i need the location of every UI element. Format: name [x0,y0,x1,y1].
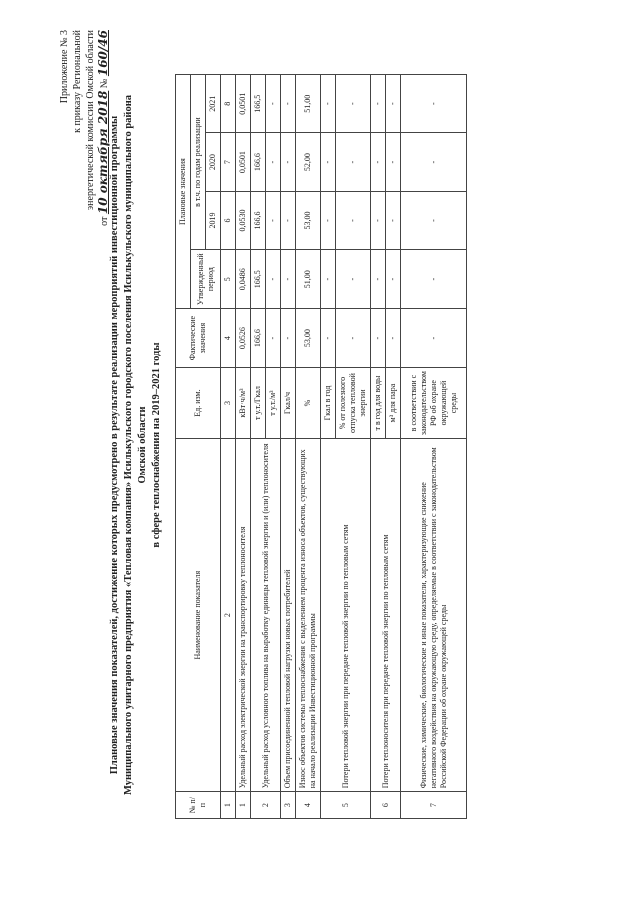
unit-cell: % от полезного отпуска тепловой энергии [336,368,371,439]
value-2019: - [281,191,296,249]
header-year-2021: 2021 [206,75,221,133]
indicators-table [175,74,467,819]
table-row [296,75,321,819]
header-planned-sub: в т.ч. по годам реализации [191,75,206,250]
approved-value: - [281,250,296,309]
header-year-2020: 2020 [206,133,221,191]
value-2021: - [386,75,401,133]
actual-value: - [371,309,386,368]
value-2021: 0,0501 [236,75,251,133]
value-2021: - [336,75,371,133]
table-row [401,75,467,819]
value-2020: - [371,133,386,191]
actual-value: - [336,309,371,368]
value-2019: - [266,191,281,249]
index-cell: 3 [221,368,236,439]
header-num: № п/п [176,792,221,819]
unit-cell: Гкал в год [321,368,336,439]
index-cell: 2 [221,439,236,792]
actual-value: 0,0526 [236,309,251,368]
approved-value: 51,00 [296,250,321,309]
value-2019: - [336,191,371,249]
row-number: 1 [236,792,251,819]
indicator-name: Износ объектов системы теплоснабжения с выделением процента износа объектов, существующих на начало реализации Инвестиционной программы [296,439,321,792]
value-2020: 0,0501 [236,133,251,191]
row-number: 2 [251,792,281,819]
index-cell: 4 [221,309,236,368]
table-row [321,75,336,819]
unit-cell: кВт·ч/м³ [236,368,251,439]
value-2021: - [321,75,336,133]
handwritten-date: 10 октября 2018 [96,90,110,215]
unit-cell: т в год для воды [371,368,386,439]
approved-value: - [371,250,386,309]
document-title [108,85,164,805]
actual-value: 53,00 [296,309,321,368]
title-line-2: Муниципального унитарного предприятия «Тепловая компания» Исилькульского городского поселения Исилькульского муниципального района Омской области [123,94,148,796]
actual-value: - [266,309,281,368]
actual-value: - [386,309,401,368]
handwritten-number: 160/46 [96,30,110,77]
value-2020: - [266,133,281,191]
value-2019: - [401,191,467,249]
value-2020: - [386,133,401,191]
actual-value: - [321,309,336,368]
unit-cell: % [296,368,321,439]
row-number: 6 [371,792,401,819]
indicator-name: Потери тепловой энергии при передаче тепловой энергии по тепловым сетям [321,439,371,792]
unit-cell: м³ для пара [386,368,401,439]
unit-cell: в соответствии с законодательством РФ об охране окружающей среды [401,368,467,439]
unit-cell: т у.т./Гкал [251,368,266,439]
value-2019: 53,00 [296,191,321,249]
title-line-1: Плановые значения показателей, достижение которых предусмотрено в результате реализации мероприятий инвестиционной программы [109,115,120,775]
header-row [176,75,191,819]
value-2020: - [281,133,296,191]
header-approved: Утвержденный период [191,250,221,309]
value-2020: 166,6 [251,133,266,191]
index-cell: 7 [221,133,236,191]
value-2020: 52,00 [296,133,321,191]
row-number: 7 [401,792,467,819]
value-2019: - [371,191,386,249]
actual-value: 166,6 [251,309,266,368]
table-row [281,75,296,819]
header-name: Наименование показателя [176,439,221,792]
value-2020: - [401,133,467,191]
table-row [236,75,251,819]
row-number: 3 [281,792,296,819]
header-planned: Плановые значения [176,75,191,309]
value-2019: 0,0530 [236,191,251,249]
table-row [251,75,266,819]
appendix-block [58,30,111,290]
index-cell: 8 [221,75,236,133]
value-2021: - [281,75,296,133]
index-cell: 1 [221,792,236,819]
value-2021: - [266,75,281,133]
value-2021: - [371,75,386,133]
indicator-name: Объем присоединенной тепловой нагрузки новых потребителей [281,439,296,792]
appendix-line-1: Приложение № 3 [59,30,70,104]
number-label: № [99,78,110,89]
approved-value: 0,0486 [236,250,251,309]
value-2019: 166,6 [251,191,266,249]
date-prefix: от [99,216,110,226]
indicator-name: Потери теплоносителя при передаче тепловой энергии по тепловым сетям [371,439,401,792]
approved-value: - [266,250,281,309]
header-year-2019: 2019 [206,191,221,249]
value-2019: - [386,191,401,249]
appendix-line-2: к приказу Региональной [72,30,83,133]
value-2020: - [321,133,336,191]
index-cell: 6 [221,191,236,249]
value-2021: - [401,75,467,133]
value-2021: 166,5 [251,75,266,133]
index-cell: 5 [221,250,236,309]
header-actual: Фактические значения [176,309,221,368]
unit-cell: Гкал/ч [281,368,296,439]
column-index-row [221,75,236,819]
approved-value: - [401,250,467,309]
indicator-name: Удельный расход условного топлива на выработку единицы тепловой энергии и (или) теплоносителя [251,439,281,792]
value-2021: 51,00 [296,75,321,133]
approved-value: - [336,250,371,309]
table-row [371,75,386,819]
actual-value: - [281,309,296,368]
row-number: 4 [296,792,321,819]
unit-cell: т у.т./м³ [266,368,281,439]
approved-value: 166,5 [251,250,266,309]
indicator-name: Удельный расход электрической энергии на транспортировку теплоносителя [236,439,251,792]
indicator-name: Физические, химические, биологические и иные показатели, характеризующие снижение негативного воздействия на окружающую среду, определяемые в соответствии с законодательством Российской Федерации об охране окружающей среды [401,439,467,792]
approved-value: - [386,250,401,309]
actual-value: - [401,309,467,368]
row-number: 5 [321,792,371,819]
value-2020: - [336,133,371,191]
title-line-3: в сфере теплоснабжения на 2019–2021 годы [151,342,162,548]
header-unit: Ед. изм. [176,368,221,439]
value-2019: - [321,191,336,249]
appendix-line-3: энергетической комиссии Омской области [85,30,96,211]
approved-value: - [321,250,336,309]
